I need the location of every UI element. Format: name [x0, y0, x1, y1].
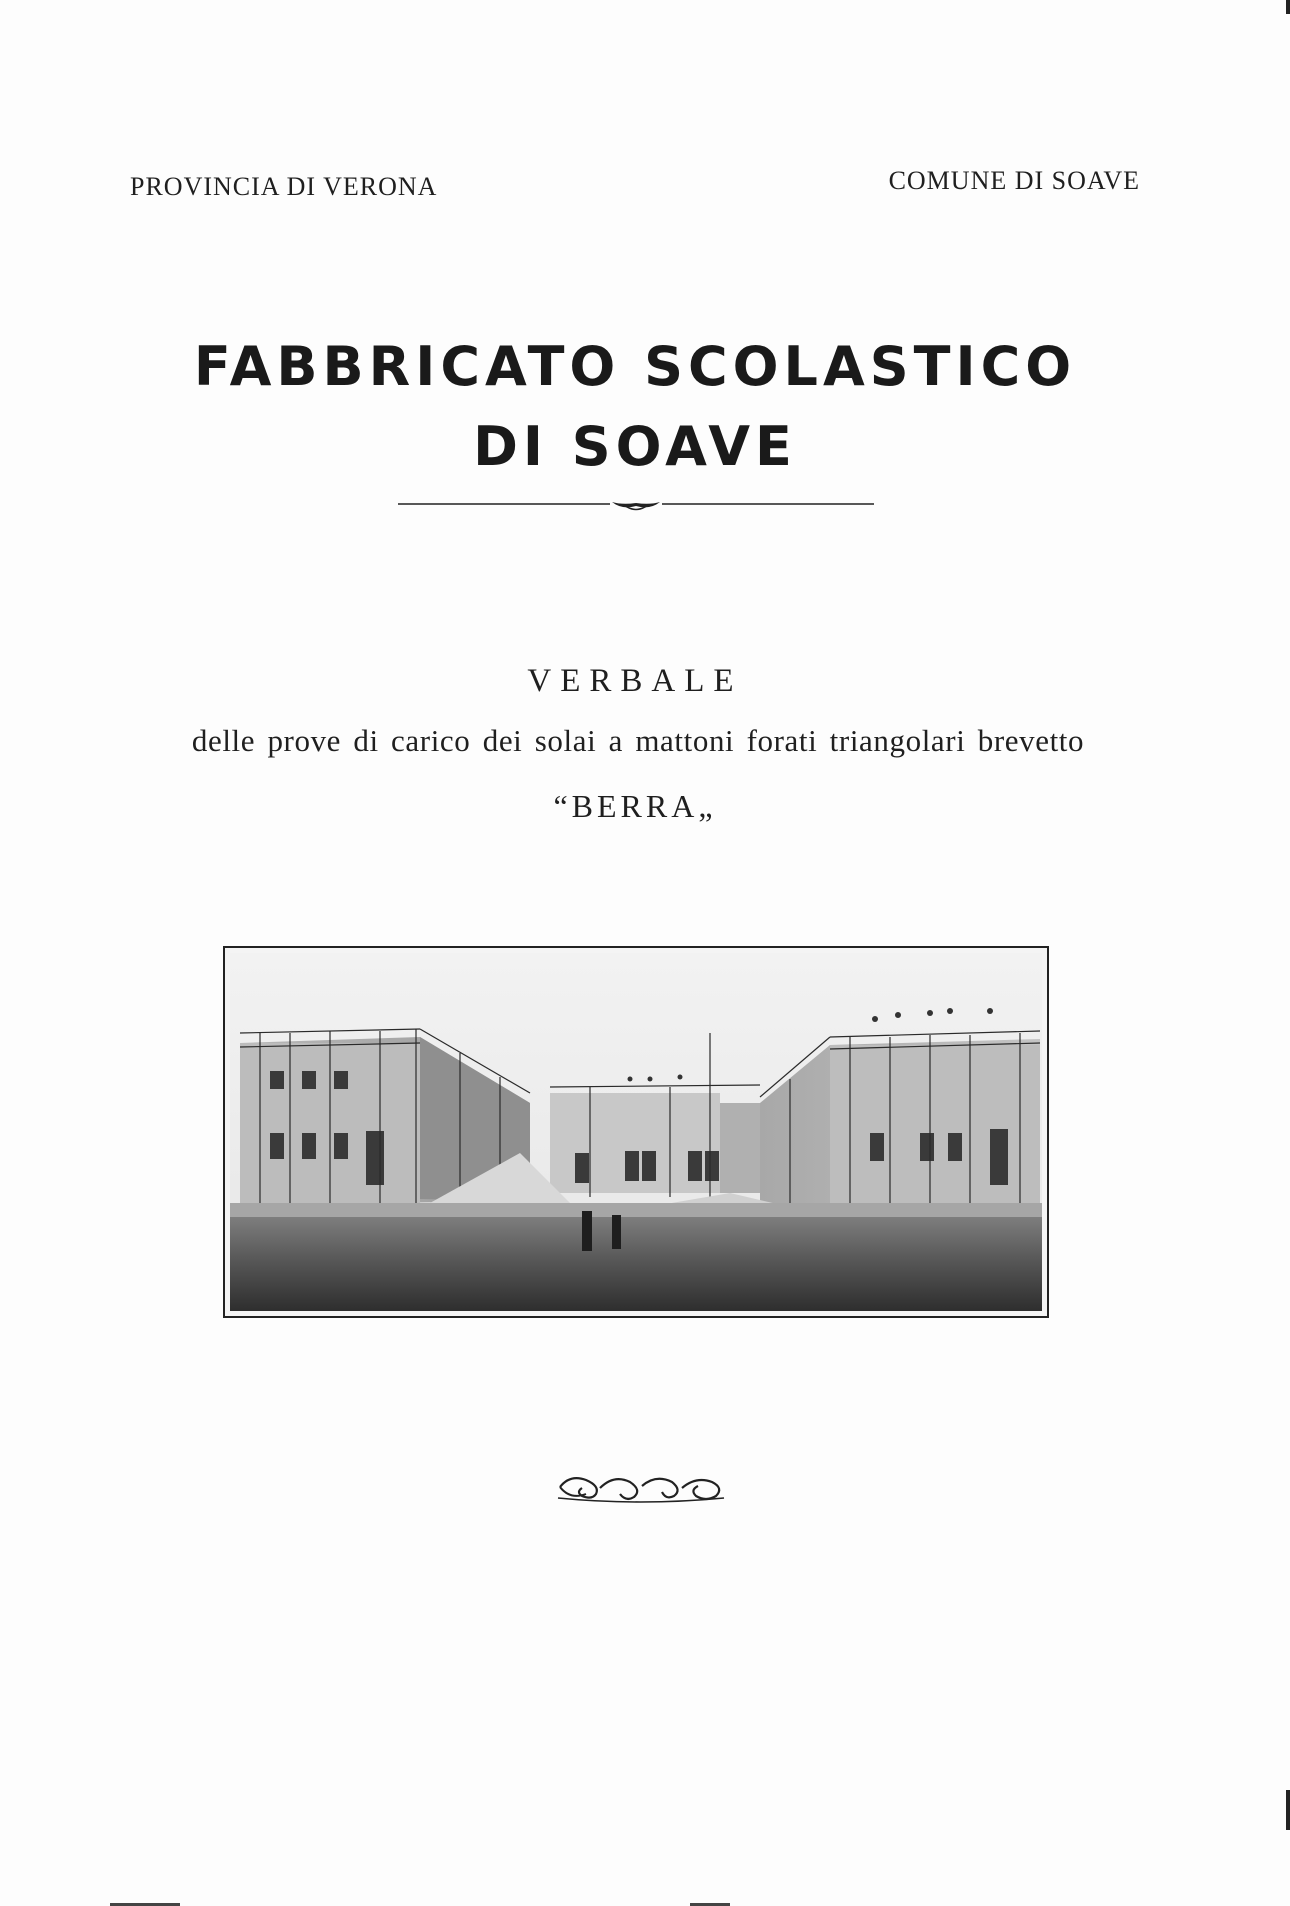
document-title-line2: DI SOAVE — [473, 415, 797, 478]
subtitle: delle prove di carico dei solai a mattoni forati triangolari brevetto — [191, 723, 1085, 758]
document-title-line1: FABBRICATO SCOLASTICO — [193, 335, 1077, 398]
patent-name: “BERRA„ — [553, 788, 717, 824]
municipality-label: COMUNE DI SOAVE — [888, 166, 1140, 195]
building-under-construction-photo-icon — [230, 953, 1042, 1311]
construction-photo — [223, 946, 1049, 1318]
province-label: PROVINCIA DI VERONA — [130, 172, 438, 201]
heading-verbale: VERBALE — [527, 663, 743, 699]
scan-edge-mark — [1286, 1790, 1290, 1830]
scroll-ornament-icon — [556, 1470, 726, 1504]
scan-edge-mark — [1286, 0, 1290, 14]
ornamental-rule-icon — [398, 496, 874, 516]
